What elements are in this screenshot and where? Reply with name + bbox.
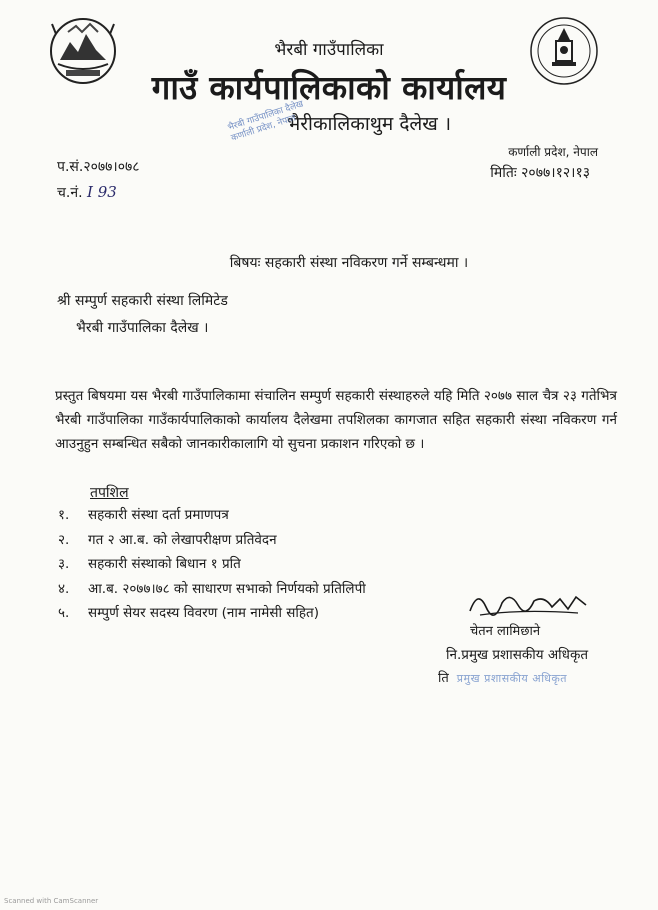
list-heading: तपशिल <box>90 485 129 501</box>
chalani-number <box>57 183 117 202</box>
addressee-line-1: श्री सम्पुर्ण सहकारी संस्था लिमिटेड <box>57 293 228 309</box>
list-item: ५. सम्पुर्ण सेयर सदस्य विवरण (नाम नामेसी सहित) <box>58 605 320 621</box>
list-item: १. सहकारी संस्था दर्ता प्रमाणपत्र <box>58 507 229 523</box>
office-stamp: भैरबी गाउँपालिका दैलेख कर्णाली प्रदेश, नेपाल <box>226 99 305 144</box>
signer-name: चेतन लामिछाने <box>470 624 541 639</box>
letter-date: मितिः २०७७।१२।१३ <box>490 165 590 181</box>
chalani-value: I 93 <box>87 183 117 201</box>
office-location: भैरीकालिकाथुम दैलेख । <box>286 113 452 135</box>
signer-designation: नि.प्रमुख प्रशासकीय अधिकृत <box>446 647 589 663</box>
list-item: ४. आ.ब. २०७७।७८ को साधारण सभाको निर्णयको प्रतिलिपी <box>58 580 366 597</box>
list-item: ३. सहकारी संस्थाको बिधान १ प्रति <box>58 556 241 572</box>
municipality-name: भैरबी गाउँपालिका <box>274 40 384 60</box>
addressee-line-2: भैरबी गाउँपालिका दैलेख । <box>76 320 209 336</box>
fiscal-reference: प.सं.२०७७।०७८ <box>57 159 140 175</box>
province-line: कर्णाली प्रदेश, नेपाल <box>508 145 598 159</box>
office-title: गाउँ कार्यपालिकाको कार्यालय <box>151 68 507 107</box>
document-list <box>58 503 366 626</box>
scanner-watermark: Scanned with CamScanner <box>4 897 99 905</box>
list-item: २. गत २ आ.ब. को लेखापरीक्षण प्रतिवेदन <box>58 531 277 548</box>
letter-subject: बिषयः सहकारी संस्था नविकरण गर्ने सम्बन्धमा । <box>229 255 469 271</box>
designation-stamp: ति प्रमुख प्रशासकीय अधिकृत <box>438 671 568 686</box>
handwritten-signature <box>460 585 600 621</box>
chalani-label: च.नं. <box>57 185 83 201</box>
letter-body: प्रस्तुत बिषयमा यस भैरबी गाउँपालिकामा संचालिन सम्पुर्ण सहकारी संस्थाहरुले यहि मिति २०७७ साल चैत्र २३ गतेभित्र भैरबी गाउँपालिका गाउँकार्यपालिकाको कार्यालय दैलेखमा तपशिलका कागजात सहित सहकारी संस्था नविकरण गर्न आउनुहुन सम्बन्धित सबैको जानकारीकालागि यो सुचना प्रकाशन गरिएको छ । <box>55 388 617 452</box>
